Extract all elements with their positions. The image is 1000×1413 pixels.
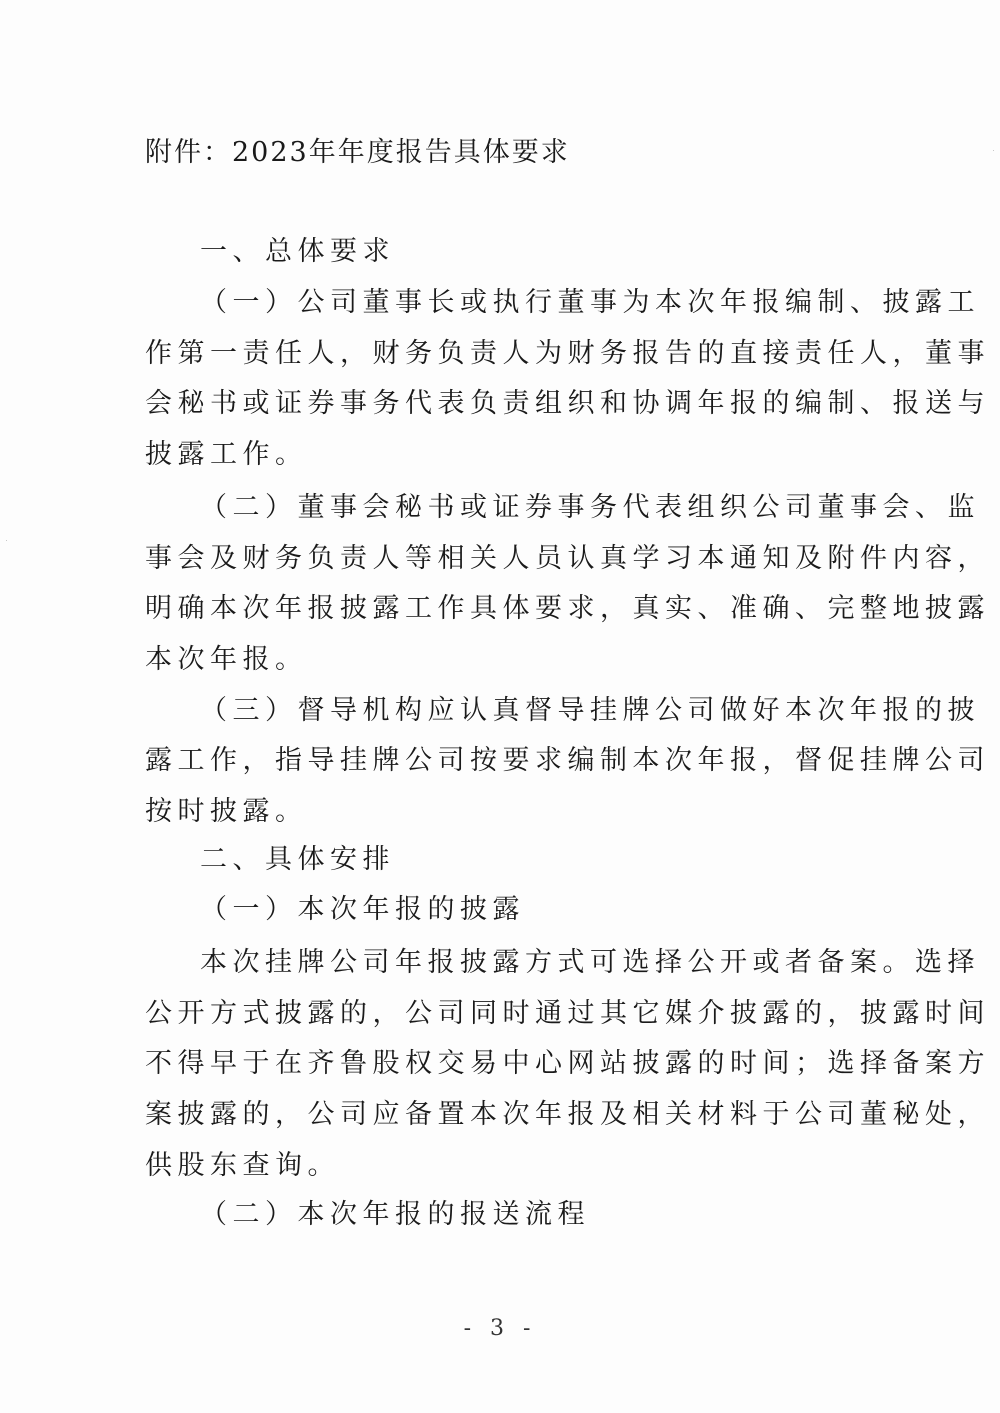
paragraph-line: （一）公司董事长或执行董事为本次年报编制、披露工	[200, 287, 980, 318]
paragraph-line: （二）董事会秘书或证券事务代表组织公司董事会、监	[200, 492, 980, 523]
scan-speck	[6, 540, 7, 541]
section-heading-general-requirements: 一、总体要求	[200, 236, 395, 267]
section-heading-specific-arrangements: 二、具体安排	[200, 844, 395, 875]
paragraph-line: 明确本次年报披露工作具体要求，真实、准确、完整地披露	[145, 593, 990, 624]
paragraph-line: 按时披露。	[145, 796, 308, 827]
paragraph-line: （三）督导机构应认真督导挂牌公司做好本次年报的披	[200, 695, 980, 726]
subsection-heading-submission-process: （二）本次年报的报送流程	[200, 1199, 590, 1230]
paragraph-line: 公开方式披露的，公司同时通过其它媒介披露的，披露时间	[145, 998, 990, 1029]
subsection-heading-disclosure: （一）本次年报的披露	[200, 894, 525, 925]
paragraph-line: 供股东查询。	[145, 1150, 340, 1181]
attachment-title: 附件：2023年年度报告具体要求	[145, 137, 570, 168]
paragraph-line: 会秘书或证券事务代表负责组织和协调年报的编制、报送与	[145, 388, 990, 419]
scan-speck	[993, 150, 994, 151]
paragraph-line: 案披露的，公司应备置本次年报及相关材料于公司董秘处，	[145, 1099, 990, 1130]
paragraph-line: 事会及财务负责人等相关人员认真学习本通知及附件内容，	[145, 543, 990, 574]
paragraph-line: 作第一责任人，财务负责人为财务报告的直接责任人，董事	[145, 338, 990, 369]
paragraph-line: 本次年报。	[145, 644, 308, 675]
paragraph-line: 露工作，指导挂牌公司按要求编制本次年报，督促挂牌公司	[145, 745, 990, 776]
page-number: - 3 -	[463, 1316, 537, 1341]
paragraph-line: 披露工作。	[145, 439, 308, 470]
paragraph-line: 本次挂牌公司年报披露方式可选择公开或者备案。选择	[200, 947, 980, 978]
paragraph-line: 不得早于在齐鲁股权交易中心网站披露的时间；选择备案方	[145, 1048, 990, 1079]
